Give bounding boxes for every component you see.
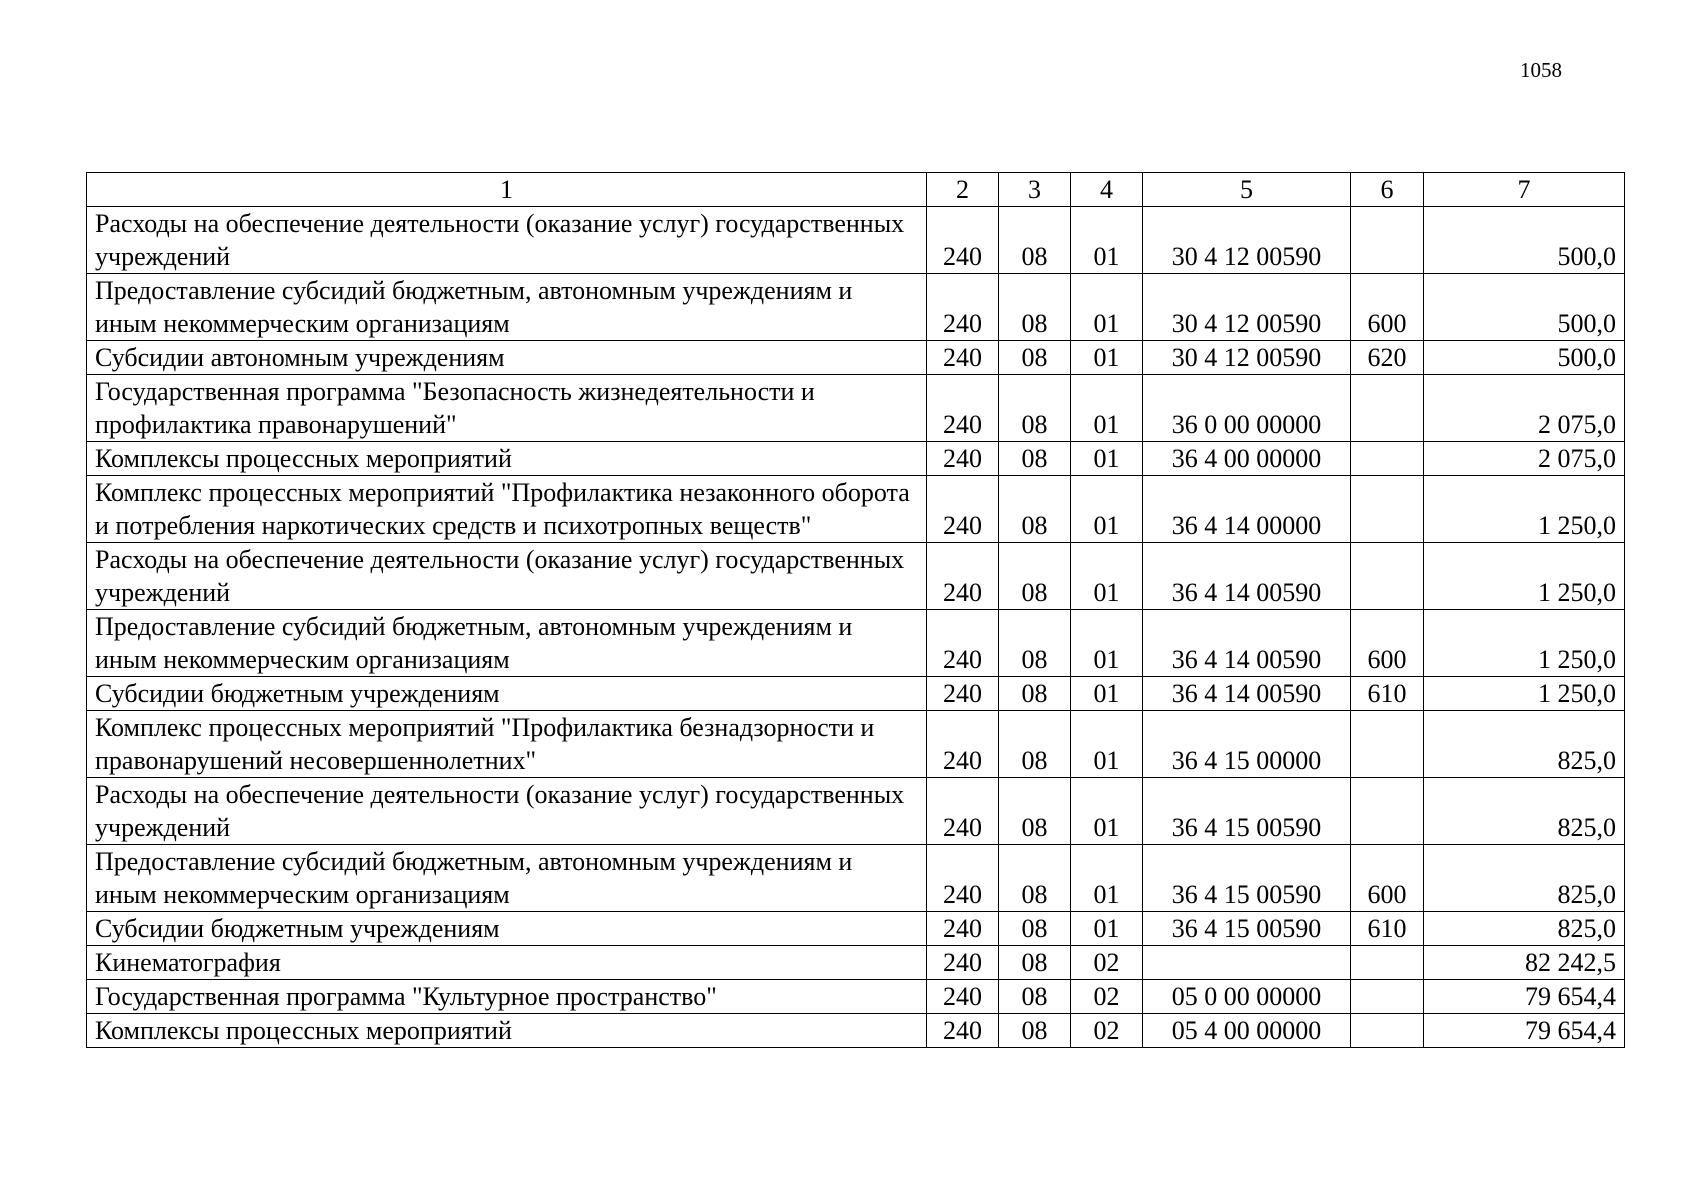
row-csr: 05 4 00 00000 [1143,1014,1351,1048]
row-name: Комплексы процессных мероприятий [87,442,927,476]
row-ved: 240 [927,610,999,677]
table-row [87,946,1625,980]
table-row [87,207,1625,274]
row-pr: 01 [1071,711,1143,778]
row-rz: 08 [999,980,1071,1014]
row-vr [1351,375,1424,442]
row-sum: 79 654,4 [1424,1014,1625,1048]
row-sum: 500,0 [1424,274,1625,341]
table-row [87,778,1625,845]
budget-table [86,172,1625,1048]
header-cell: 4 [1071,173,1143,207]
row-pr: 01 [1071,677,1143,711]
row-sum: 825,0 [1424,845,1625,912]
row-vr [1351,778,1424,845]
row-sum: 1 250,0 [1424,543,1625,610]
row-rz: 08 [999,946,1071,980]
table-row [87,980,1625,1014]
row-sum: 825,0 [1424,711,1625,778]
row-csr: 36 4 14 00590 [1143,543,1351,610]
row-vr: 620 [1351,341,1424,375]
row-csr: 30 4 12 00590 [1143,274,1351,341]
row-rz: 08 [999,778,1071,845]
row-pr: 01 [1071,207,1143,274]
row-pr: 01 [1071,845,1143,912]
row-pr: 01 [1071,476,1143,543]
row-pr: 02 [1071,946,1143,980]
row-pr: 01 [1071,442,1143,476]
header-row [87,173,1625,207]
page-number: 1058 [1520,58,1562,82]
row-pr: 01 [1071,543,1143,610]
row-rz: 08 [999,207,1071,274]
row-ved: 240 [927,274,999,341]
row-csr: 36 4 00 00000 [1143,442,1351,476]
table-row [87,543,1625,610]
row-pr: 01 [1071,912,1143,946]
header-cell: 7 [1424,173,1625,207]
row-ved: 240 [927,980,999,1014]
row-ved: 240 [927,476,999,543]
row-csr: 36 0 00 00000 [1143,375,1351,442]
row-sum: 825,0 [1424,912,1625,946]
header-cell: 2 [927,173,999,207]
row-rz: 08 [999,375,1071,442]
row-sum: 1 250,0 [1424,610,1625,677]
row-ved: 240 [927,946,999,980]
row-name: Расходы на обеспечение деятельности (оказание услуг) государственных учреждений [87,778,927,845]
header-cell: 1 [87,173,927,207]
row-name: Государственная программа "Безопасность жизнедеятельности и профилактика правонарушений" [87,375,927,442]
table-row [87,1014,1625,1048]
row-ved: 240 [927,677,999,711]
table-row [87,912,1625,946]
row-csr: 36 4 14 00590 [1143,610,1351,677]
row-rz: 08 [999,442,1071,476]
row-sum: 1 250,0 [1424,677,1625,711]
row-name: Комплекс процессных мероприятий "Профилактика безнадзорности и правонарушений несовершеннолетних" [87,711,927,778]
row-csr: 36 4 15 00590 [1143,778,1351,845]
table-row [87,341,1625,375]
row-pr: 02 [1071,980,1143,1014]
row-pr: 01 [1071,341,1143,375]
table-row [87,442,1625,476]
row-pr: 01 [1071,274,1143,341]
row-rz: 08 [999,677,1071,711]
row-sum: 82 242,5 [1424,946,1625,980]
row-name: Субсидии бюджетным учреждениям [87,912,927,946]
table-row [87,274,1625,341]
row-vr: 610 [1351,677,1424,711]
row-vr: 600 [1351,274,1424,341]
row-vr [1351,980,1424,1014]
row-sum: 1 250,0 [1424,476,1625,543]
row-csr: 36 4 15 00590 [1143,845,1351,912]
table-row [87,610,1625,677]
row-ved: 240 [927,778,999,845]
row-pr: 01 [1071,778,1143,845]
row-csr: 30 4 12 00590 [1143,207,1351,274]
row-name: Кинематография [87,946,927,980]
row-rz: 08 [999,341,1071,375]
row-vr [1351,476,1424,543]
header-cell: 6 [1351,173,1424,207]
row-rz: 08 [999,845,1071,912]
row-name: Предоставление субсидий бюджетным, автономным учреждениям и иным некоммерческим организациям [87,610,927,677]
row-ved: 240 [927,912,999,946]
table-row [87,711,1625,778]
row-csr [1143,946,1351,980]
table-row [87,476,1625,543]
row-name: Комплексы процессных мероприятий [87,1014,927,1048]
header-cell: 5 [1143,173,1351,207]
row-ved: 240 [927,442,999,476]
table-row [87,375,1625,442]
row-name: Расходы на обеспечение деятельности (оказание услуг) государственных учреждений [87,543,927,610]
row-vr [1351,207,1424,274]
row-name: Субсидии автономным учреждениям [87,341,927,375]
row-csr: 36 4 15 00590 [1143,912,1351,946]
row-sum: 500,0 [1424,341,1625,375]
row-sum: 825,0 [1424,778,1625,845]
row-rz: 08 [999,610,1071,677]
row-ved: 240 [927,375,999,442]
row-csr: 36 4 15 00000 [1143,711,1351,778]
row-rz: 08 [999,912,1071,946]
row-ved: 240 [927,1014,999,1048]
table-row [87,677,1625,711]
row-vr [1351,543,1424,610]
row-rz: 08 [999,711,1071,778]
row-vr: 600 [1351,610,1424,677]
row-rz: 08 [999,1014,1071,1048]
row-pr: 01 [1071,375,1143,442]
row-vr [1351,711,1424,778]
row-csr: 36 4 14 00590 [1143,677,1351,711]
row-sum: 2 075,0 [1424,442,1625,476]
row-csr: 36 4 14 00000 [1143,476,1351,543]
row-name: Предоставление субсидий бюджетным, автономным учреждениям и иным некоммерческим организациям [87,845,927,912]
row-ved: 240 [927,341,999,375]
row-ved: 240 [927,845,999,912]
row-name: Государственная программа "Культурное пространство" [87,980,927,1014]
row-ved: 240 [927,711,999,778]
row-ved: 240 [927,543,999,610]
row-name: Предоставление субсидий бюджетным, автономным учреждениям и иным некоммерческим организациям [87,274,927,341]
row-vr [1351,946,1424,980]
row-rz: 08 [999,543,1071,610]
row-vr: 600 [1351,845,1424,912]
row-name: Расходы на обеспечение деятельности (оказание услуг) государственных учреждений [87,207,927,274]
row-vr [1351,442,1424,476]
row-sum: 79 654,4 [1424,980,1625,1014]
row-name: Комплекс процессных мероприятий "Профилактика незаконного оборота и потребления наркотических средств и психотропных веществ" [87,476,927,543]
row-rz: 08 [999,274,1071,341]
row-rz: 08 [999,476,1071,543]
row-ved: 240 [927,207,999,274]
row-vr [1351,1014,1424,1048]
row-csr: 05 0 00 00000 [1143,980,1351,1014]
table-row [87,845,1625,912]
row-name: Субсидии бюджетным учреждениям [87,677,927,711]
row-vr: 610 [1351,912,1424,946]
row-sum: 500,0 [1424,207,1625,274]
row-pr: 01 [1071,610,1143,677]
row-sum: 2 075,0 [1424,375,1625,442]
row-pr: 02 [1071,1014,1143,1048]
row-csr: 30 4 12 00590 [1143,341,1351,375]
header-cell: 3 [999,173,1071,207]
